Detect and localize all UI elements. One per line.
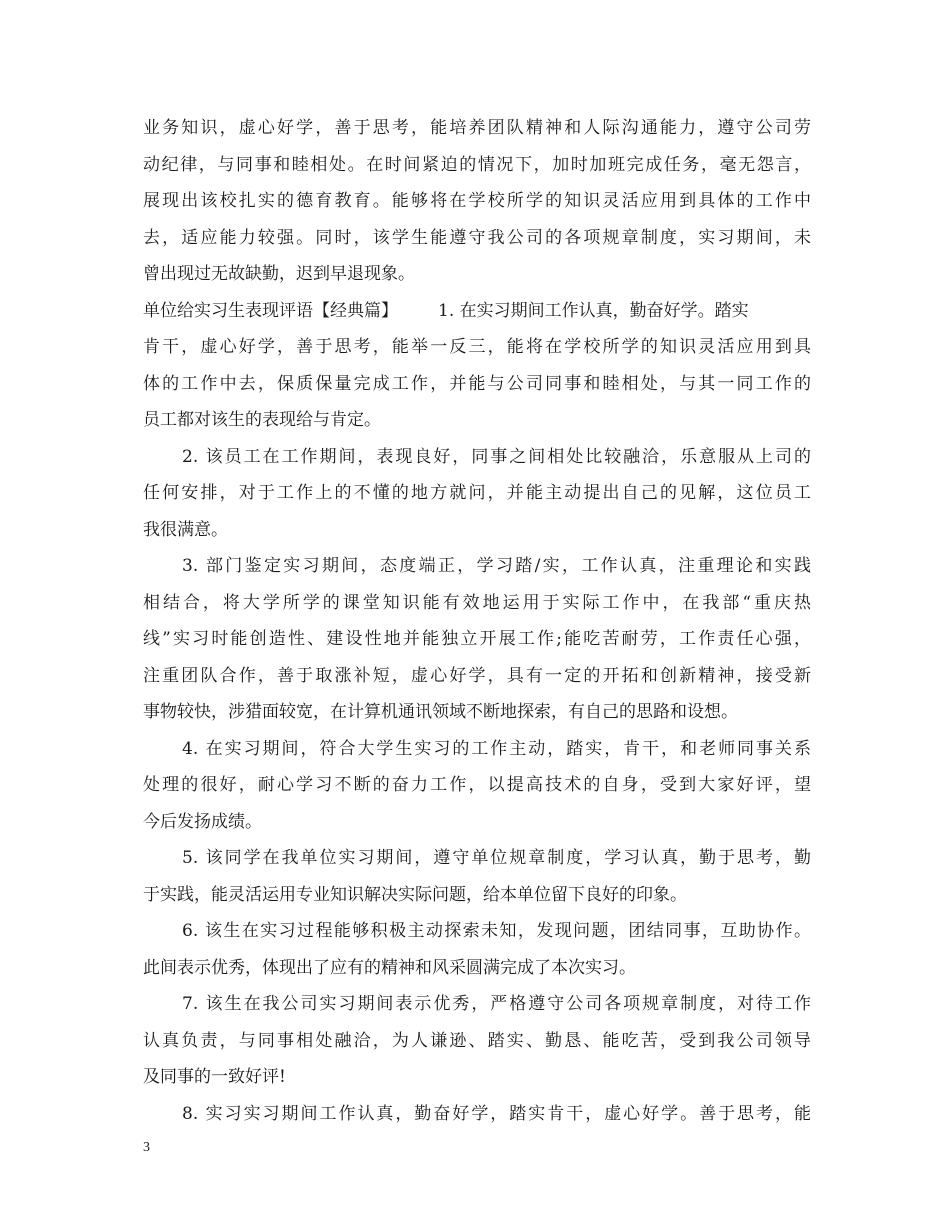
paragraph-line: 此间表示优秀，体现出了应有的精神和风采圆满完成了本次实习。 [143,957,636,978]
paragraph-line: 肯干，虚心好学，善于思考，能举一反三，能将在学校所学的知识灵活应用到具 [143,337,811,357]
paragraph-line: 处理的很好，耐心学习不断的奋力工作，以提高技术的自身，受到大家好评，望 [143,775,811,795]
paragraph-line: 6. 该生在实习过程能够积极主动探索未知，发现问题，团结同事，互助协作。 [182,921,811,941]
paragraph-line: 8. 实习实习期间工作认真，勤奋好学，踏实肯干，虚心好学。善于思考，能 [182,1103,811,1124]
paragraph-line: 展现出该校扎实的德育教育。能够将在学校所学的知识灵活应用到具体的工作中 [143,191,811,211]
section-heading: 单位给实习生表现评语【经典篇】 [143,300,398,321]
paragraph-line: 4. 在实习期间，符合大学生实习的工作主动，踏实，肯干，和老师同事关系 [182,738,811,759]
paragraph-line: 注重团队合作，善于取涨补短，虚心好学，具有一定的开拓和创新精神，接受新 [143,665,811,686]
paragraph-line: 我很满意。 [143,519,228,540]
paragraph-line: 任何安排，对于工作上的不懂的地方就问，并能主动提出自己的见解，这位员工 [143,483,811,503]
paragraph-line: 体的工作中去，保质保量完成工作，并能与公司同事和睦相处，与其一同工作的 [143,373,811,394]
paragraph-line: 事物较快，涉猎面较宽，在计算机通讯领域不断地探索，有自己的思路和设想。 [143,702,738,722]
document-page [143,110,811,1132]
paragraph-line: 5. 该同学在我单位实习期间，遵守单位规章制度，学习认真，勤于思考，勤 [182,848,811,868]
paragraph-line: 及同事的一致好评! [143,1067,286,1087]
page-number: 3 [143,1140,150,1155]
paragraph-line: 去，适应能力较强。同时，该学生能遵守我公司的各项规章制度，实习期间，未 [143,227,811,248]
paragraph-line: 2. 该员工在工作期间，表现良好，同事之间相处比较融洽，乐意服从上司的 [182,446,811,467]
paragraph-line: 曾出现过无故缺勤，迟到早退现象。 [143,264,415,284]
paragraph-line: 认真负责，与同事相处融洽，为人谦逊、踏实、勤恳、能吃苦，受到我公司领导 [143,1030,811,1051]
paragraph-line: 线”实习时能创造性、建设性地并能独立开展工作;能吃苦耐劳，工作责任心强， [143,629,811,649]
paragraph-line: 1. 在实习期间工作认真，勤奋好学。踏实 [438,300,749,321]
paragraph-line: 3. 部门鉴定实习期间，态度端正，学习踏/实，工作认真，注重理论和实践 [182,556,811,576]
paragraph-line: 动纪律，与同事和睦相处。在时间紧迫的情况下，加时加班完成任务，毫无怨言， [143,154,811,175]
paragraph-line: 业务知识，虚心好学，善于思考，能培养团队精神和人际沟通能力，遵守公司劳 [143,118,811,138]
paragraph-line: 员工都对该生的表现给与肯定。 [143,410,381,430]
section-heading-line [143,293,811,330]
paragraph-line: 于实践，能灵活运用专业知识解决实际问题，给本单位留下良好的印象。 [143,884,687,905]
paragraph-line: 7. 该生在我公司实习期间表示优秀，严格遵守公司各项规章制度，对待工作 [182,994,811,1014]
paragraph-line: 今后发扬成绩。 [143,811,262,832]
paragraph-line: 相结合，将大学所学的课堂知识能有效地运用于实际工作中，在我部“重庆热 [143,592,811,613]
